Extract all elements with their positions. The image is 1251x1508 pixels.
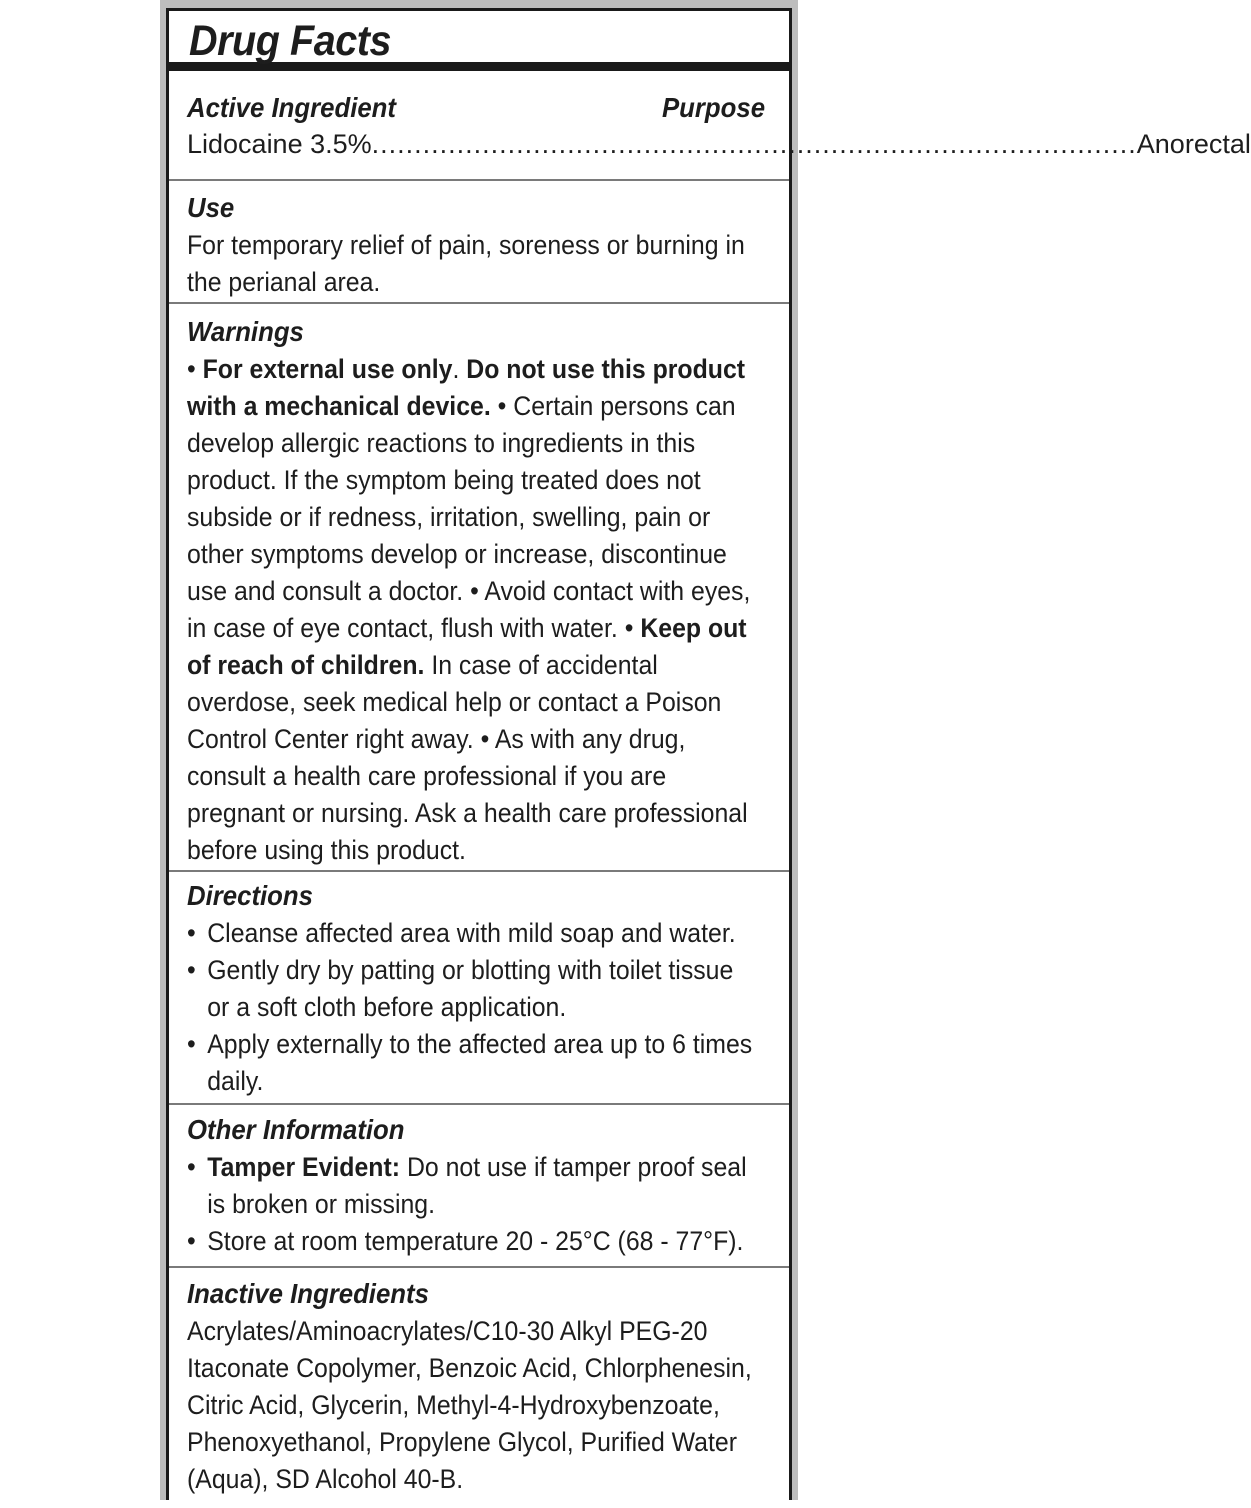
warning-allergic: Certain persons can develop allergic reactions to ingredients in this product. If the symptom being treated does not subside or if redness, irritation, swelling, pain or other symptoms develop or increase, discontinue use and consult a doctor. xyxy=(187,391,736,606)
bullet: • xyxy=(497,391,507,421)
left-margin xyxy=(0,0,160,1500)
use-section xyxy=(169,181,789,304)
tamper-evident-label: Tamper Evident: xyxy=(207,1152,401,1182)
warning-pregnant: As with any drug, consult a health care professional if you are pregnant or nursing. Ask a health care professional before using this product. xyxy=(187,724,748,865)
inactive-ingredients-section xyxy=(169,1268,789,1508)
other-information-heading: Other Information xyxy=(187,1114,405,1145)
active-ingredient-section xyxy=(169,71,1251,181)
tamper-evident-text: Do not use if tamper proof seal is broken or missing. xyxy=(207,1152,747,1219)
bullet: • xyxy=(624,613,634,643)
active-header-row xyxy=(187,89,765,126)
inactive-ingredients-heading: Inactive Ingredients xyxy=(187,1278,429,1309)
ingredient-name: Lidocaine 3.5% xyxy=(187,129,372,159)
right-margin xyxy=(798,0,958,1500)
list-item: • Gently dry by patting or blotting with toilet tissue or a soft cloth before application. xyxy=(187,952,761,1026)
directions-list-wrap xyxy=(187,915,761,1100)
list-item xyxy=(187,1149,761,1223)
list-item: • Apply externally to the affected area up to 6 times daily. xyxy=(187,1026,761,1100)
warning-mechanical-device: Do not use this product with a mechanical device. xyxy=(187,354,746,421)
page-title: Drug Facts xyxy=(189,17,392,65)
bullet: • xyxy=(480,724,490,754)
use-heading: Use xyxy=(187,192,235,223)
ingredient-purpose: Anorectal xyxy=(1136,129,1251,159)
label-frame xyxy=(160,0,1251,1500)
warning-eye-contact: Avoid contact with eyes, in case of eye contact, flush with water. xyxy=(187,576,751,643)
directions-list xyxy=(187,915,761,1100)
leader-dots: .......................................................................................... xyxy=(371,129,1137,159)
other-information-section xyxy=(169,1105,789,1268)
directions-section xyxy=(169,872,789,1105)
title-bar xyxy=(169,11,789,71)
directions-heading: Directions xyxy=(187,880,313,911)
drug-facts-panel xyxy=(166,8,1251,1500)
warnings-section xyxy=(169,304,789,872)
list-item: • Cleanse affected area with mild soap and water. xyxy=(187,915,761,952)
warnings-text xyxy=(187,351,761,869)
active-ingredient-heading: Active Ingredient xyxy=(187,92,396,123)
ingredient-row xyxy=(187,126,1251,163)
purpose-heading: Purpose xyxy=(661,92,765,123)
warning-separator: . xyxy=(452,354,467,384)
warning-overdose: In case of accidental overdose, seek medical help or contact a Poison Control Center right away. xyxy=(187,650,722,754)
warning-children: Keep out of reach of children. xyxy=(187,613,747,680)
warning-external-use: For external use only xyxy=(202,354,453,384)
inactive-ingredients-text: Acrylates/Aminoacrylates/C10-30 Alkyl PEG-20 Itaconate Copolymer, Benzoic Acid, Chlorphenesin, Citric Acid, Glycerin, Methyl-4-Hydroxybenzoate, Phenoxyethanol, Propylene Glycol, Purified Water (Aqua), SD Alcohol 40-B. xyxy=(187,1316,752,1494)
warnings-heading: Warnings xyxy=(187,316,304,347)
list-item: • Store at room temperature 20 - 25°C (68 - 77°F). xyxy=(187,1223,761,1260)
bullet: • xyxy=(470,576,479,606)
other-list-wrap xyxy=(187,1149,761,1260)
other-list xyxy=(187,1149,761,1260)
bullet: • xyxy=(187,354,196,384)
use-text: For temporary relief of pain, soreness or burning in the perianal area. xyxy=(187,230,745,297)
